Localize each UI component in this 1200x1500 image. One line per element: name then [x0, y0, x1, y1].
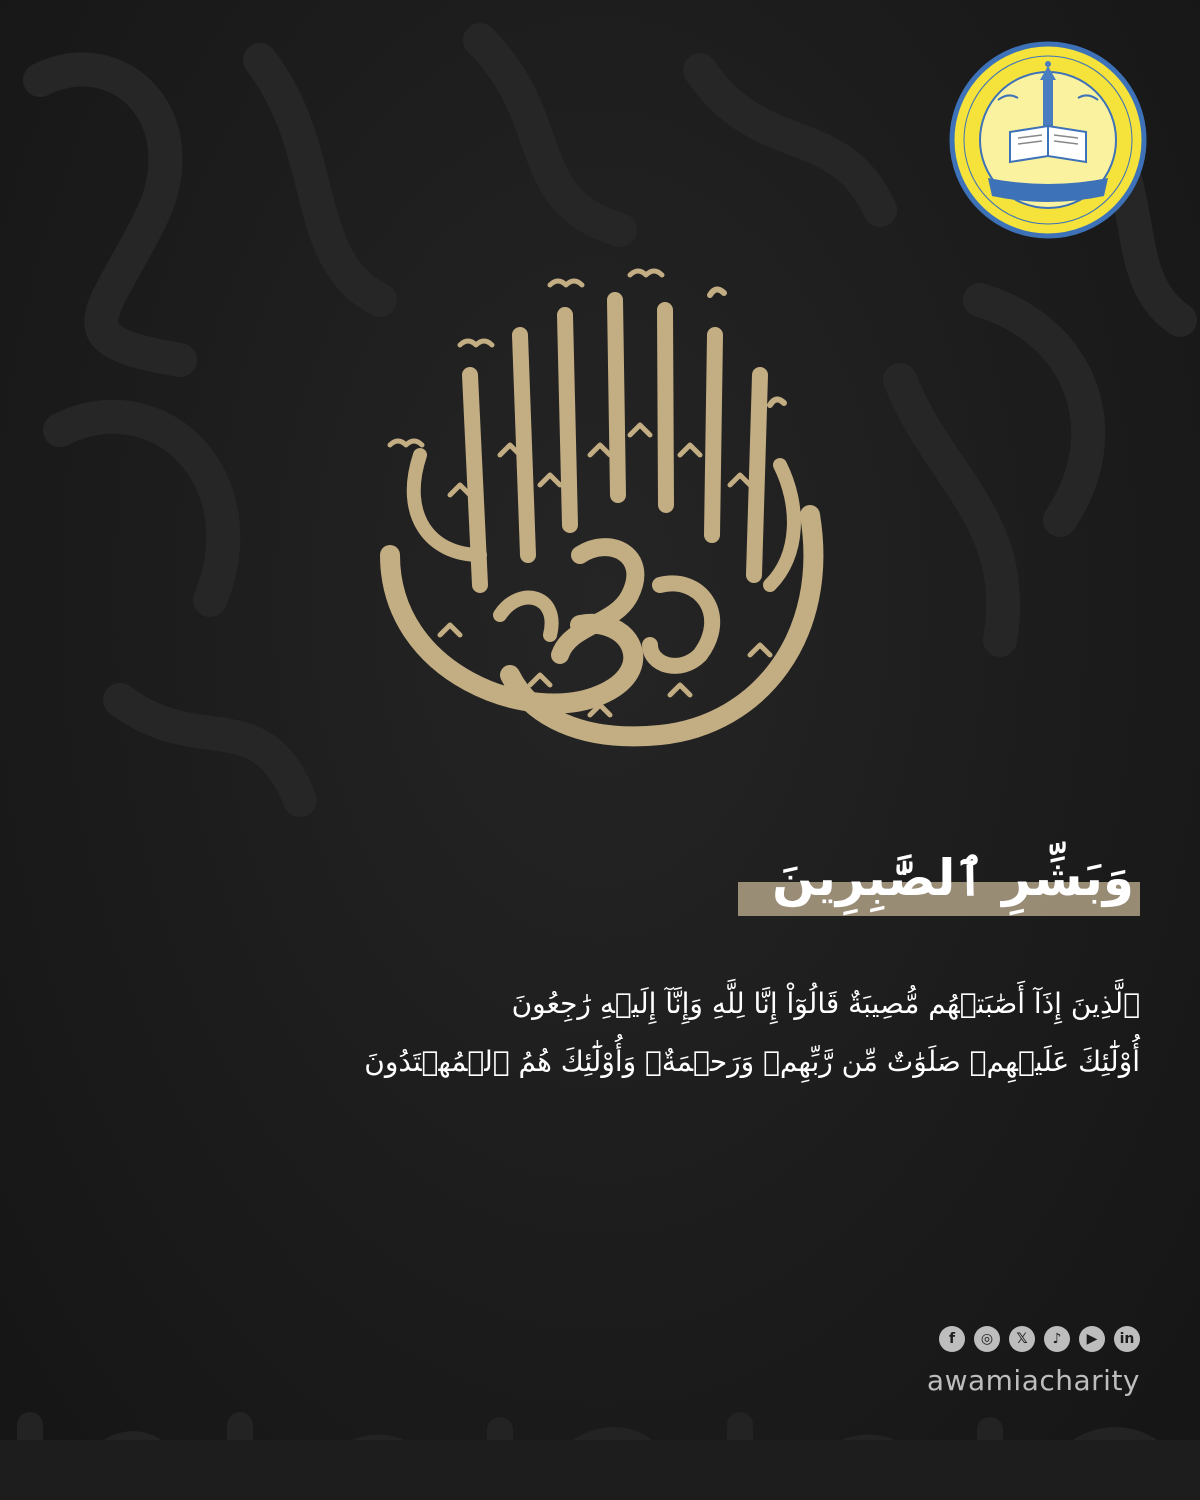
quran-verse — [40, 975, 1140, 1091]
tiktok-icon[interactable]: ♪ — [1044, 1326, 1070, 1352]
calligraphy-inna-lillah-icon — [330, 255, 860, 775]
social-icons — [939, 1326, 1140, 1356]
verse-line-1: ٱلَّذِينَ إِذَآ أَصَٰبَتۡهُم مُّصِيبَةٌ قَالُوٓاْ إِنَّا لِلَّهِ وَإِنَّآ إِلَيۡهِ رَٰجِعُونَ — [511, 987, 1140, 1020]
headline: وَبَشِّرِ ٱلصَّٰبِرِينَ — [772, 849, 1134, 907]
charity-seal-logo — [948, 40, 1148, 240]
headline-block — [440, 838, 1140, 928]
verse-line-2: أُوْلَٰٓئِكَ عَلَيۡهِمۡ صَلَوَٰتٌ مِّن رَّبِّهِمۡ وَرَحۡمَةٌۖ وَأُوْلَٰٓئِكَ هُمُ ٱلۡمُهۡتَدُونَ — [364, 1045, 1140, 1078]
facebook-icon[interactable]: f — [939, 1326, 965, 1352]
x-icon[interactable]: 𝕏 — [1009, 1326, 1035, 1352]
social-handle: awamiacharity — [926, 1364, 1140, 1397]
linkedin-icon[interactable]: in — [1114, 1326, 1140, 1352]
instagram-icon[interactable]: ◎ — [974, 1326, 1000, 1352]
youtube-icon[interactable]: ▶ — [1079, 1326, 1105, 1352]
bottom-decor-band — [0, 1440, 1200, 1500]
